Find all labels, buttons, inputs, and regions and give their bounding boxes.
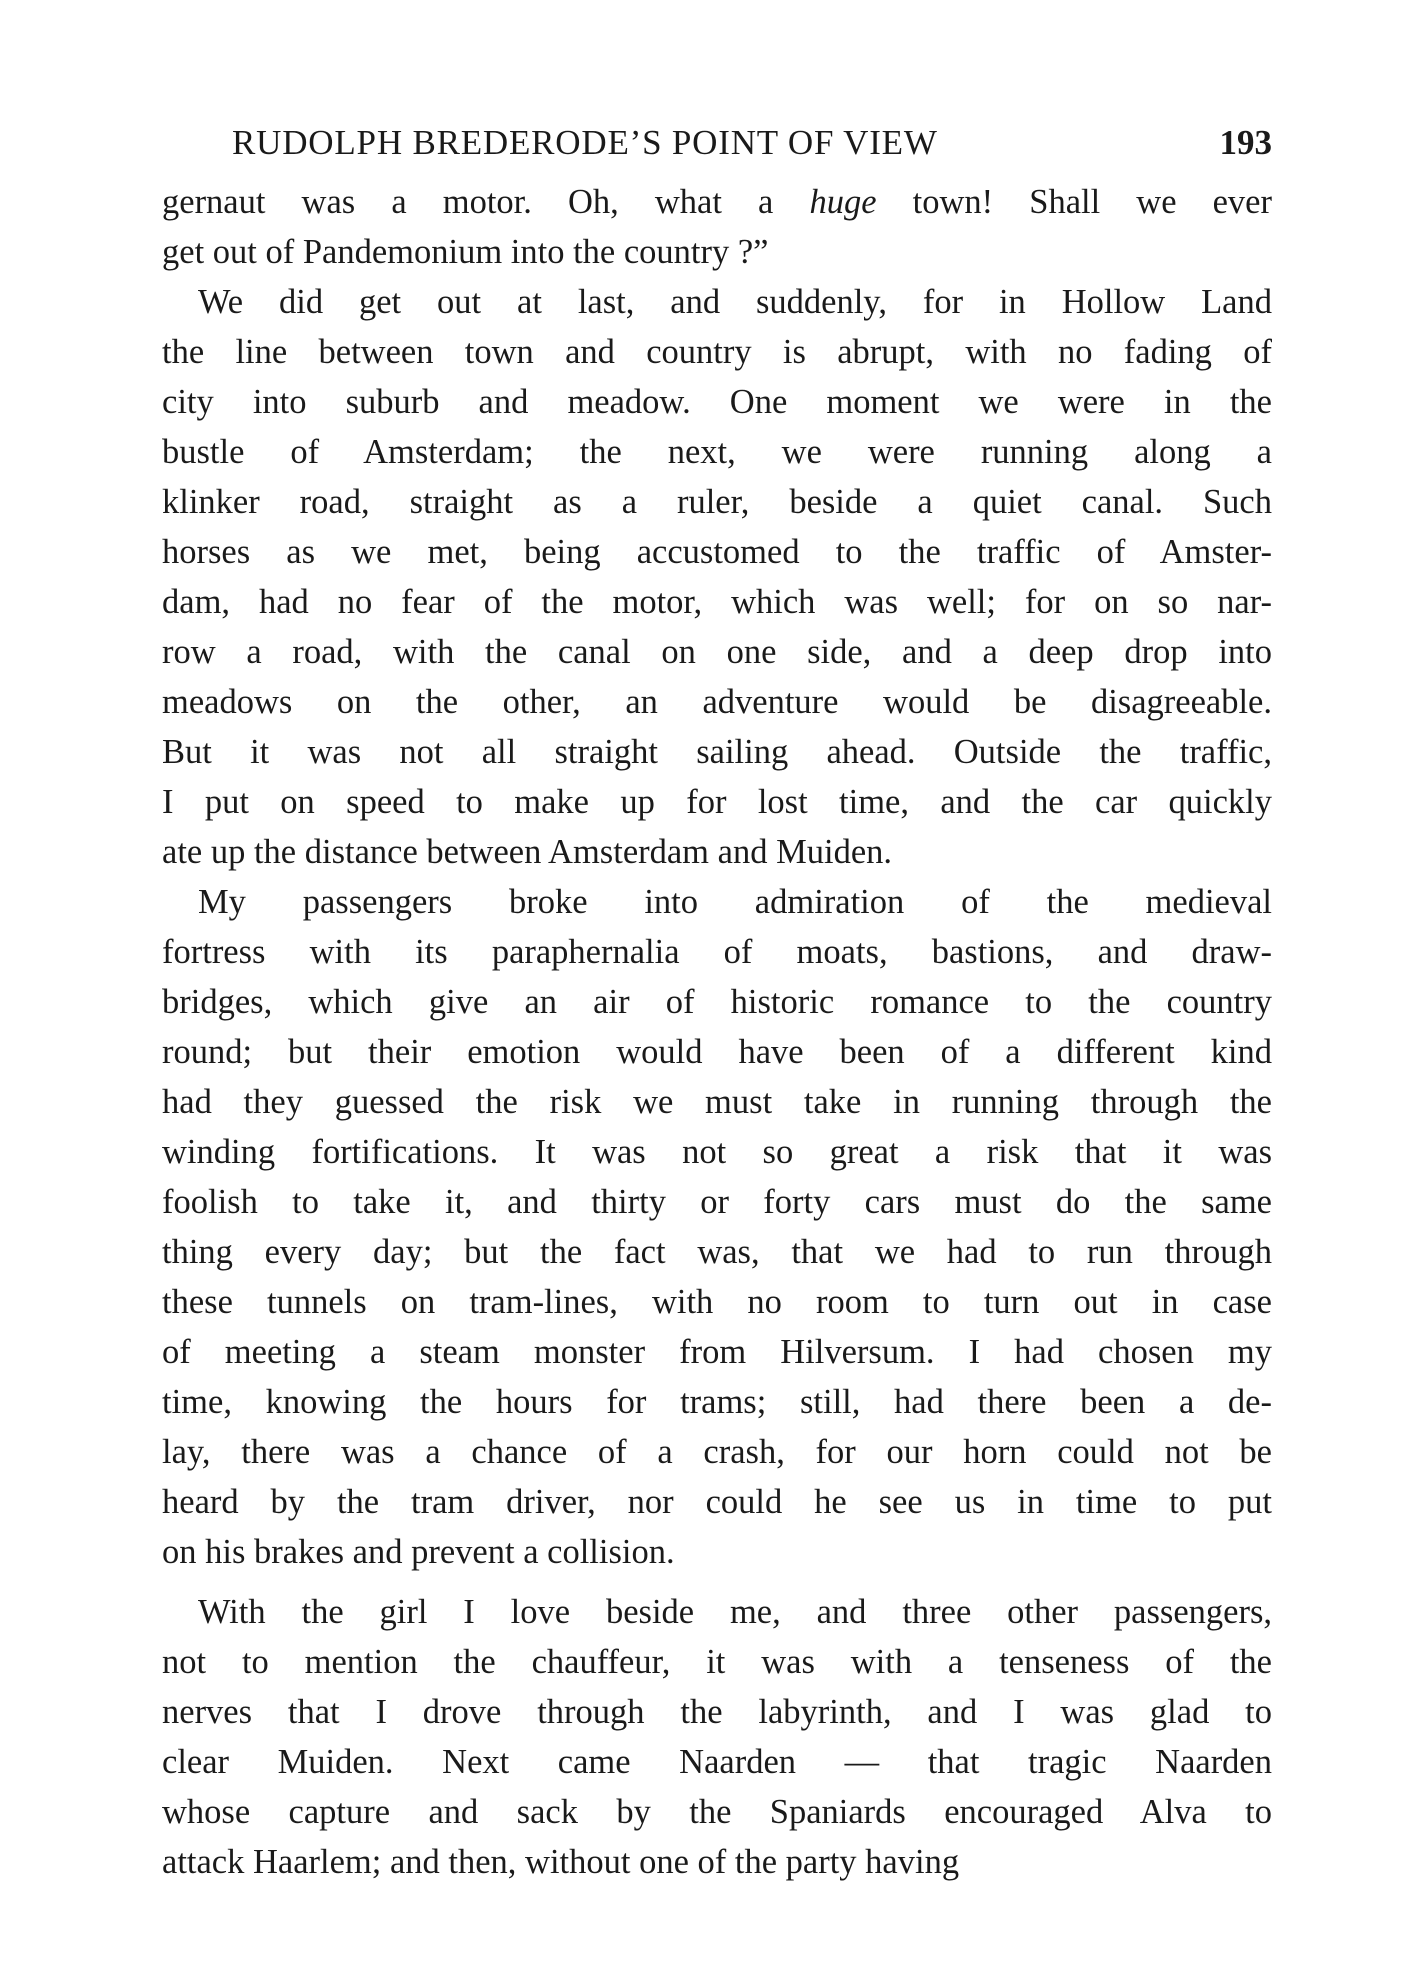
text-line: get out of Pandemonium into the country ?” — [162, 233, 769, 271]
text-line: had they guessed the risk we must take in running through the — [162, 1083, 1272, 1121]
text-line: I put on speed to make up for lost time, and the car quickly — [162, 783, 1272, 821]
text-line: not to mention the chauffeur, it was with a tenseness of the — [162, 1643, 1272, 1681]
text-line: whose capture and sack by the Spaniards encouraged Alva to — [162, 1793, 1272, 1831]
text-line: nerves that I drove through the labyrinth, and I was glad to — [162, 1693, 1272, 1731]
text-line: attack Haarlem; and then, without one of the party having — [162, 1843, 960, 1881]
text-line: lay, there was a chance of a crash, for our horn could not be — [162, 1433, 1272, 1471]
text-line: ate up the distance between Amsterdam and Muiden. — [162, 833, 893, 871]
text-line: fortress with its paraphernalia of moats, bastions, and draw- — [162, 933, 1272, 971]
text-line: heard by the tram driver, nor could he see us in time to put — [162, 1483, 1272, 1521]
emphasized-word: huge — [809, 183, 877, 221]
text-line: of meeting a steam monster from Hilversum. I had chosen my — [162, 1333, 1272, 1371]
text-line: clear Muiden. Next came Naarden — that tragic Naarden — [162, 1743, 1272, 1781]
text-line: We did get out at last, and suddenly, for in Hollow Land — [198, 283, 1272, 321]
paragraph — [162, 877, 1272, 1577]
text-line: time, knowing the hours for trams; still, had there been a de- — [162, 1383, 1272, 1421]
text-line: city into suburb and meadow. One moment we were in the — [162, 383, 1272, 421]
text-line: With the girl I love beside me, and three other passengers, — [198, 1593, 1272, 1631]
paragraph — [162, 1587, 1272, 1887]
text-line: But it was not all straight sailing ahead. Outside the traffic, — [162, 733, 1272, 771]
text-line: these tunnels on tram-lines, with no room to turn out in case — [162, 1283, 1272, 1321]
paragraph — [162, 277, 1272, 877]
page-number: 193 — [1219, 123, 1272, 162]
text-line: klinker road, straight as a ruler, beside a quiet canal. Such — [162, 483, 1272, 521]
text-line: dam, had no fear of the motor, which was well; for on so nar- — [162, 583, 1272, 621]
text-line: meadows on the other, an adventure would be disagreeable. — [162, 683, 1272, 721]
paragraph — [162, 177, 1272, 277]
text-line: on his brakes and prevent a collision. — [162, 1533, 675, 1571]
text-line: foolish to take it, and thirty or forty cars must do the same — [162, 1183, 1272, 1221]
text-line: row a road, with the canal on one side, and a deep drop into — [162, 633, 1272, 671]
text-line: horses as we met, being accustomed to the traffic of Amster- — [162, 533, 1272, 571]
text-line: thing every day; but the fact was, that we had to run through — [162, 1233, 1272, 1271]
text-line: winding fortifications. It was not so great a risk that it was — [162, 1133, 1272, 1171]
text-line: bustle of Amsterdam; the next, we were running along a — [162, 433, 1272, 471]
text-line: the line between town and country is abrupt, with no fading of — [162, 333, 1272, 371]
page-header — [232, 118, 1272, 168]
text-line: gernaut was a motor. Oh, what a huge town! Shall we ever — [162, 183, 1272, 221]
running-head: RUDOLPH BREDERODE’S POINT OF VIEW — [232, 123, 938, 162]
body-text — [162, 177, 1272, 1887]
text-line: My passengers broke into admiration of the medieval — [198, 883, 1272, 921]
text-line: bridges, which give an air of historic romance to the country — [162, 983, 1272, 1021]
text-line: round; but their emotion would have been of a different kind — [162, 1033, 1272, 1071]
